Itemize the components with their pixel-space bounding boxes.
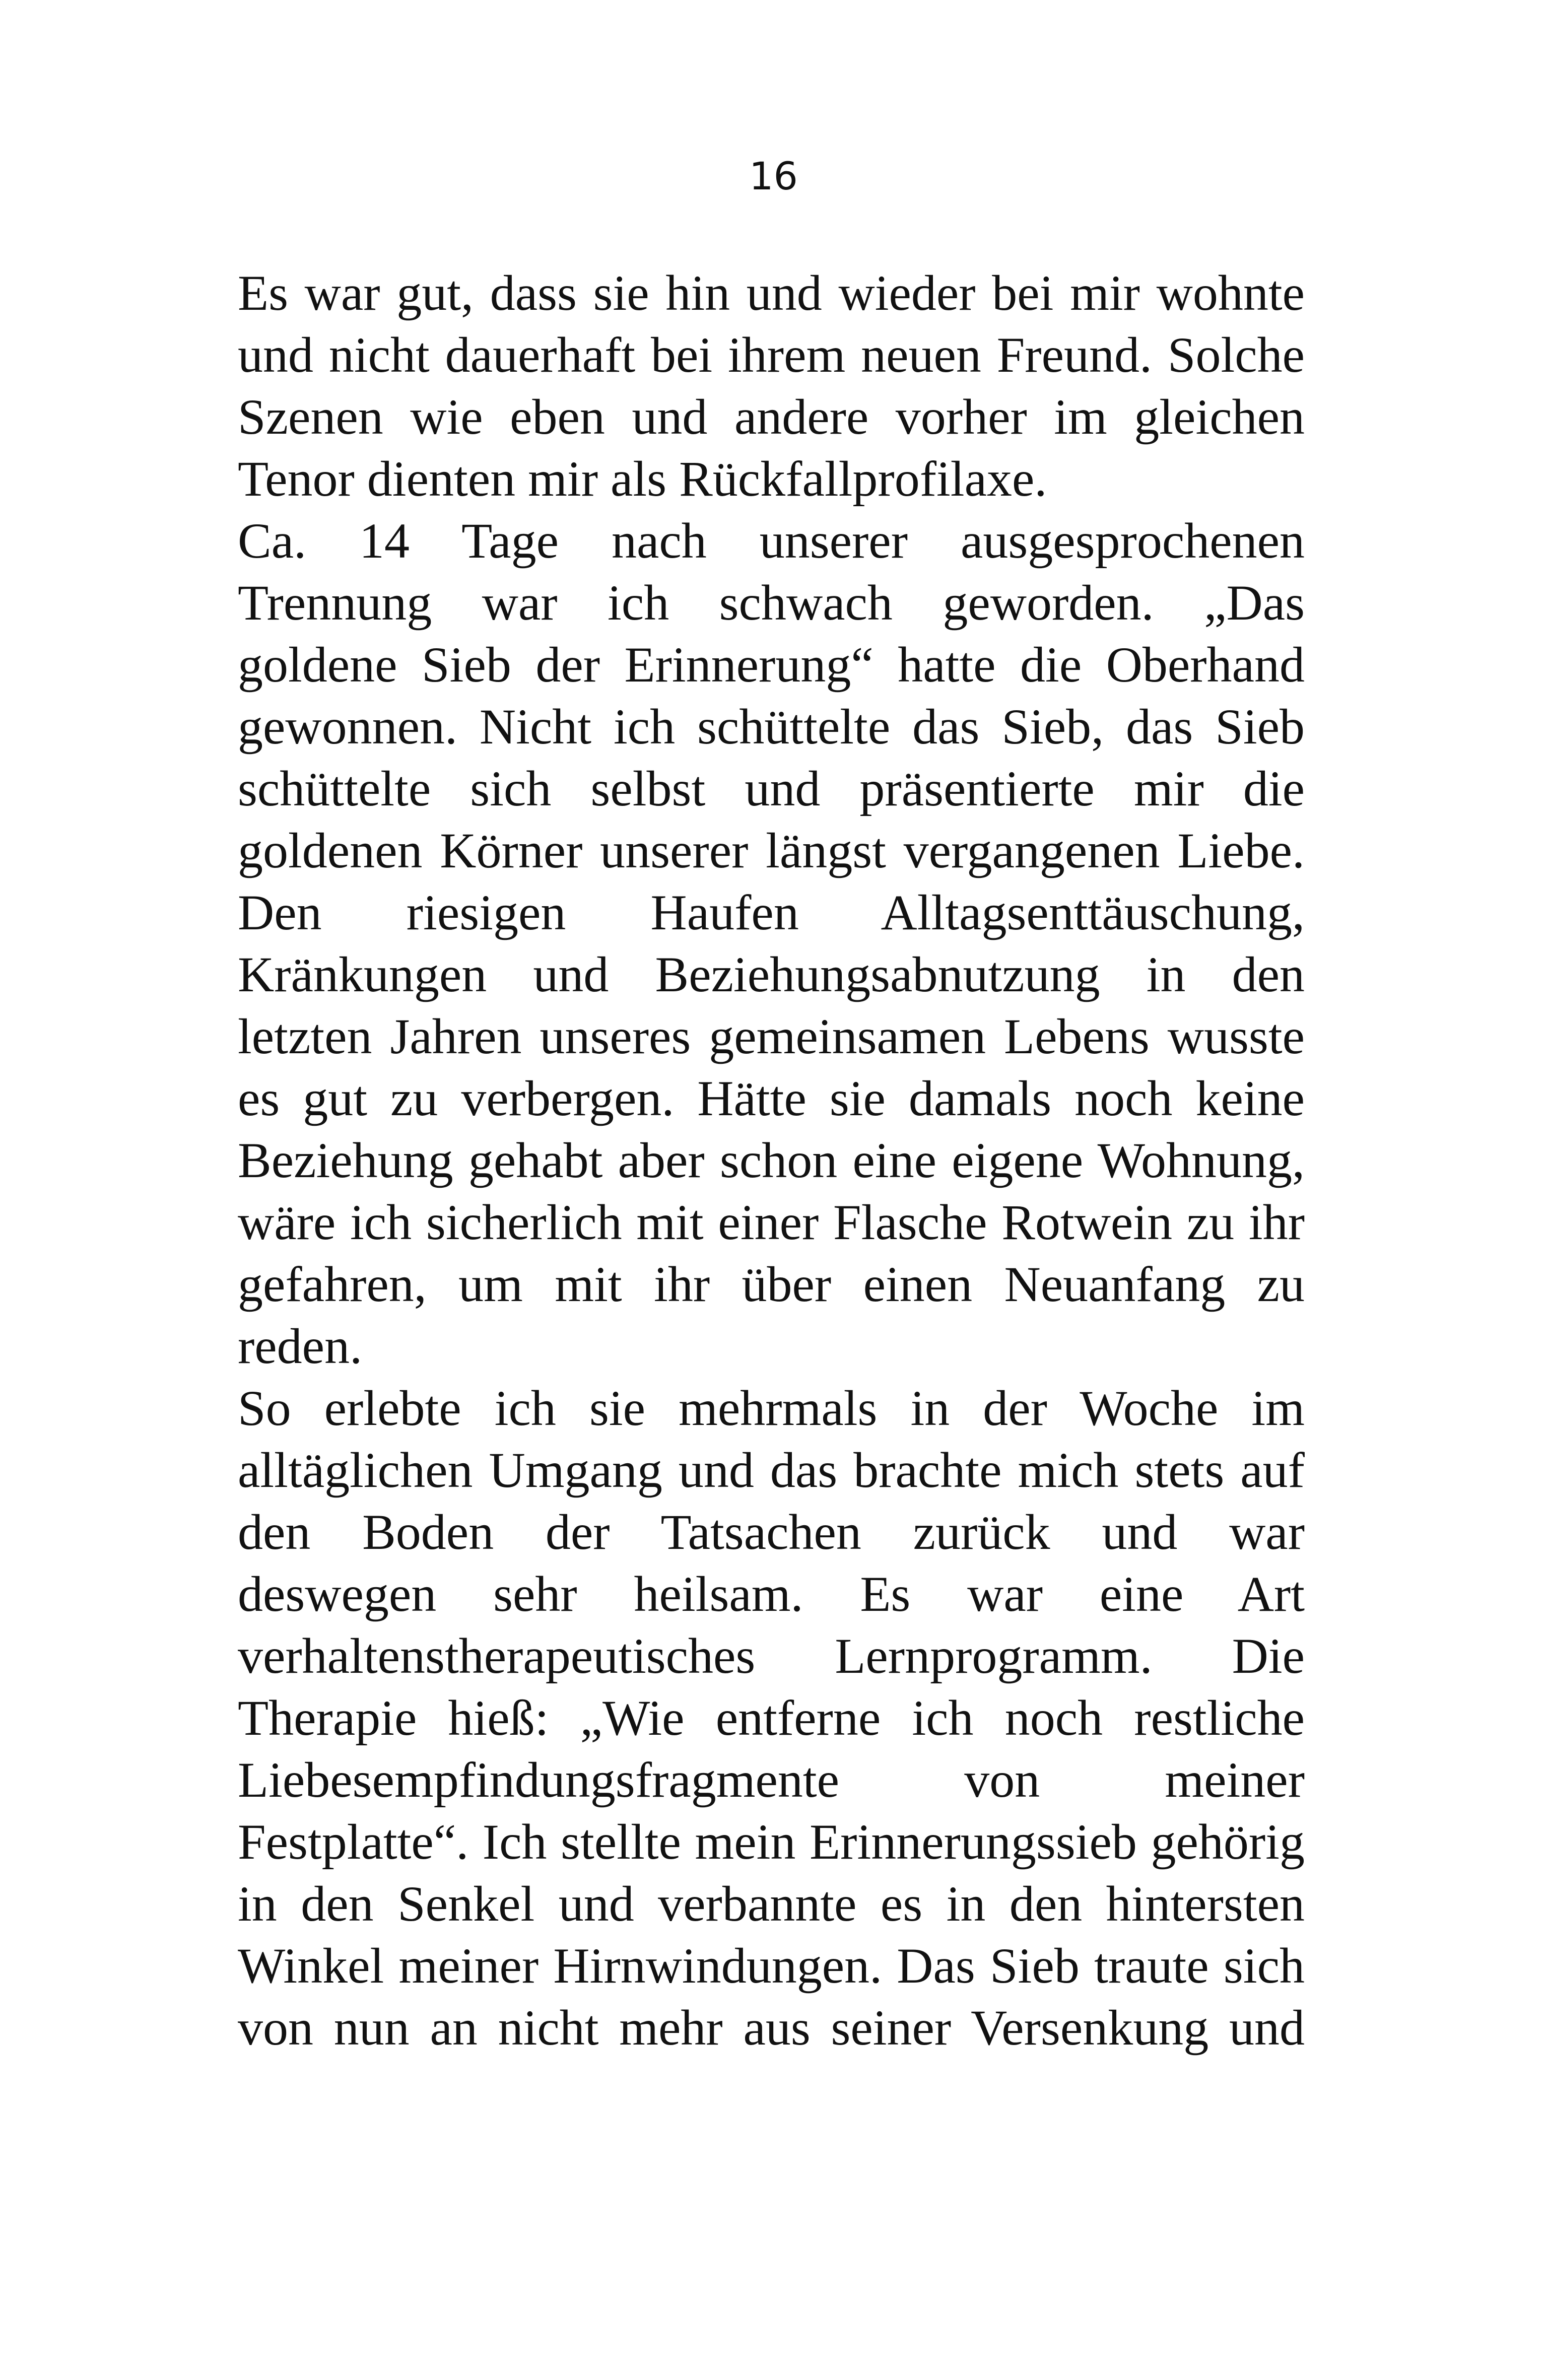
text-line: und nicht dauerhaft bei ihrem neuen Freund. Solche bbox=[238, 327, 1305, 383]
text-line: schüttelte sich selbst und präsentierte mir die bbox=[238, 761, 1305, 817]
text-line: gefahren, um mit ihr über einen Neuanfang zu bbox=[238, 1256, 1305, 1312]
text-line: den Boden der Tatsachen zurück und war bbox=[238, 1504, 1305, 1560]
text-line: Szenen wie eben und andere vorher im gleichen bbox=[238, 389, 1305, 445]
text-line: alltäglichen Umgang und das brachte mich stets auf bbox=[238, 1442, 1305, 1498]
text-line: Winkel meiner Hirnwindungen. Das Sieb traute sich bbox=[238, 1938, 1305, 1994]
text-line: Tenor dienten mir als Rückfallprofilaxe. bbox=[238, 451, 1047, 507]
body-text bbox=[238, 262, 1305, 2059]
text-line: Festplatte“. Ich stellte mein Erinnerungssieb gehörig bbox=[238, 1814, 1305, 1870]
text-line: goldenen Körner unserer längst vergangenen Liebe. bbox=[238, 823, 1305, 878]
text-line: von nun an nicht mehr aus seiner Versenkung und bbox=[238, 2000, 1305, 2056]
page-number: 16 bbox=[749, 154, 798, 198]
text-line: Ca. 14 Tage nach unserer ausgesprochenen bbox=[238, 513, 1305, 569]
text-line: Beziehung gehabt aber schon eine eigene Wohnung, bbox=[238, 1132, 1305, 1188]
text-line: Kränkungen und Beziehungsabnutzung in den bbox=[238, 946, 1305, 1002]
text-line: verhaltenstherapeutisches Lernprogramm. Die bbox=[238, 1628, 1305, 1684]
text-line: deswegen sehr heilsam. Es war eine Art bbox=[238, 1566, 1305, 1622]
text-line: Liebesempfindungsfragmente von meiner bbox=[238, 1752, 1305, 1808]
text-line: wäre ich sicherlich mit einer Flasche Rotwein zu ihr bbox=[238, 1194, 1305, 1250]
text-line: gewonnen. Nicht ich schüttelte das Sieb, das Sieb bbox=[238, 699, 1305, 755]
text-line: Therapie hieß: „Wie entferne ich noch restliche bbox=[238, 1690, 1305, 1746]
text-line: in den Senkel und verbannte es in den hintersten bbox=[238, 1876, 1305, 1932]
text-line: So erlebte ich sie mehrmals in der Woche im bbox=[238, 1380, 1305, 1436]
text-line: Den riesigen Haufen Alltagsenttäuschung, bbox=[238, 885, 1305, 940]
text-line: Trennung war ich schwach geworden. „Das bbox=[238, 575, 1305, 631]
text-line: goldene Sieb der Erinnerung“ hatte die Oberhand bbox=[238, 637, 1305, 693]
text-line: letzten Jahren unseres gemeinsamen Lebens wusste bbox=[238, 1008, 1305, 1064]
text-line: Es war gut, dass sie hin und wieder bei mir wohnte bbox=[238, 265, 1305, 321]
text-line: reden. bbox=[238, 1318, 363, 1374]
text-line: es gut zu verbergen. Hätte sie damals noch keine bbox=[238, 1070, 1305, 1126]
